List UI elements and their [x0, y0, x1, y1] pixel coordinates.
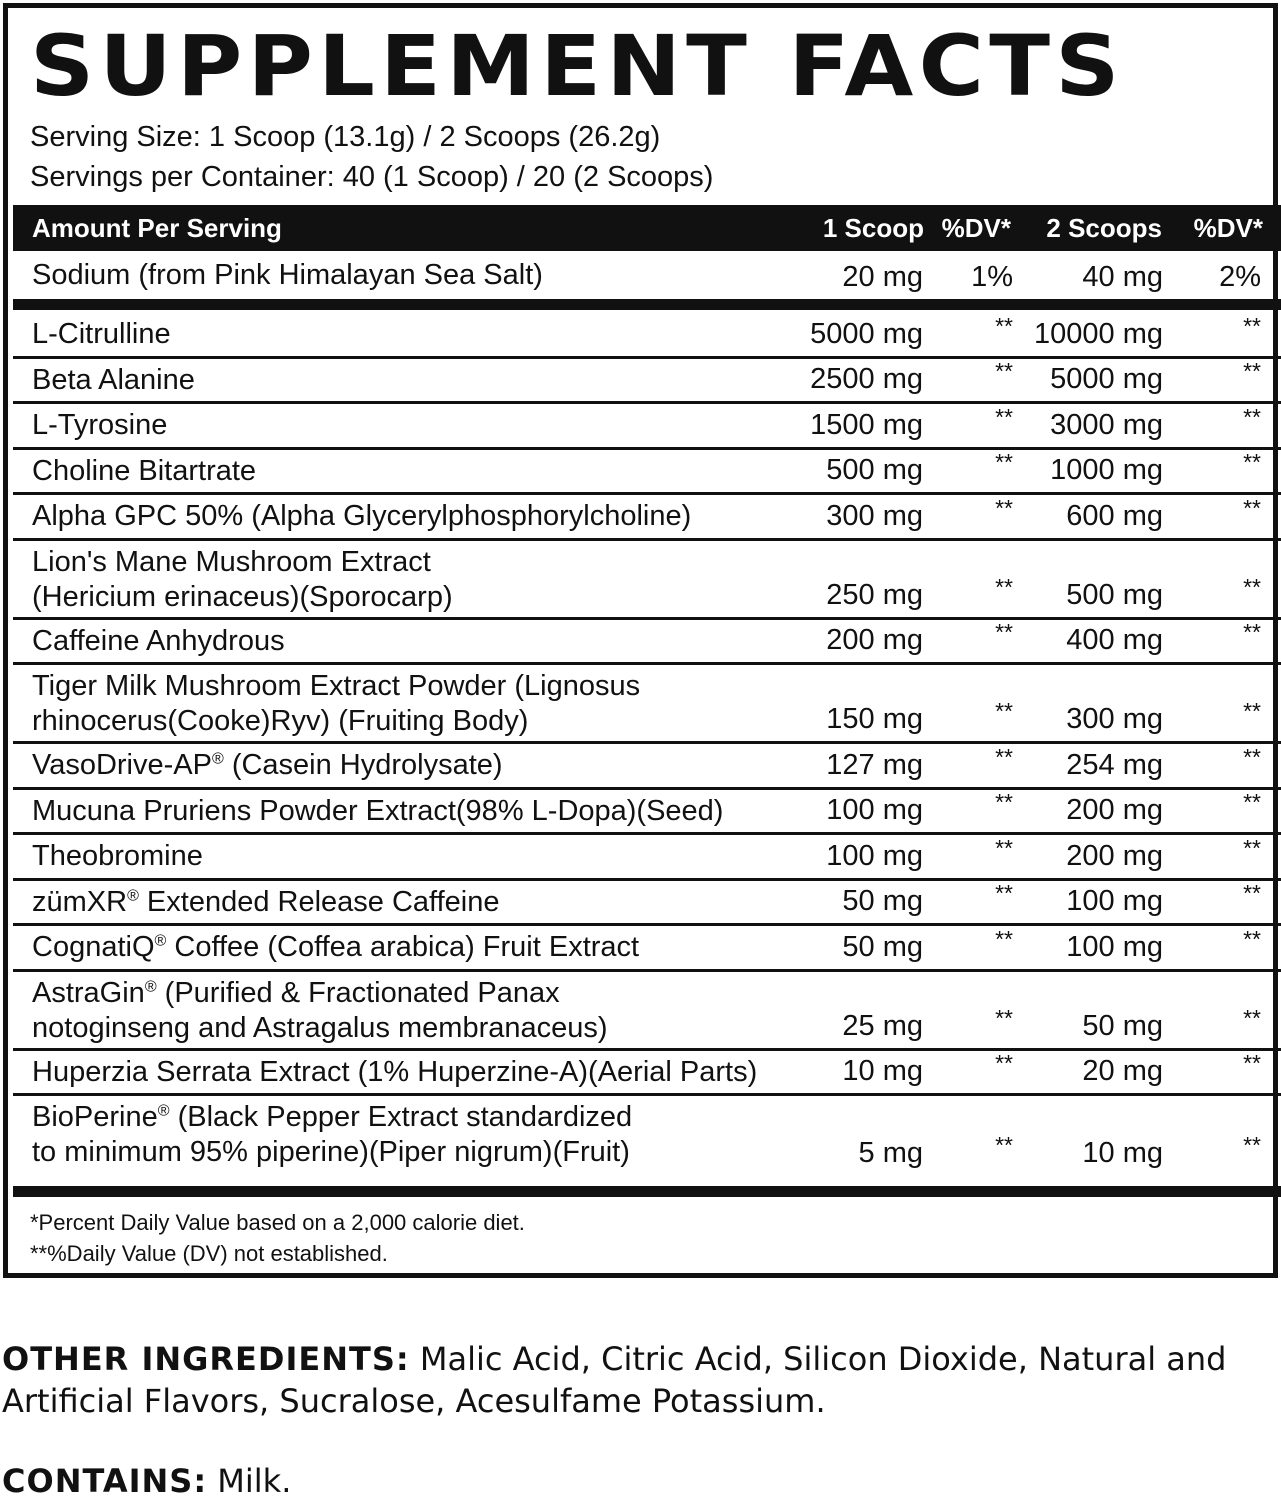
ingredient-name-line2: (Hericium erinaceus)(Sporocarp)	[32, 580, 453, 613]
ingredient-name	[32, 499, 691, 534]
other-ingredients-text: Malic Acid, Citric Acid, Silicon Dioxide, Natural and Artificial Flavors, Sucralose, Acesulfame Potassium.	[2, 1340, 1227, 1420]
ingredient-row	[13, 313, 1281, 359]
header-amount-per-serving: Amount Per Serving	[32, 213, 282, 243]
ingredient-row	[13, 790, 1281, 836]
dv-two-scoops: **	[1243, 619, 1261, 645]
amount-two-scoops: 100 mg	[1066, 930, 1163, 963]
ingredient-name	[32, 363, 195, 398]
dv-two-scoops: **	[1243, 925, 1261, 952]
ingredient-name	[32, 748, 503, 783]
header-one-scoop: 1 Scoop	[822, 213, 924, 243]
dv-two-scoops: **	[1243, 449, 1261, 475]
ingredient-name	[32, 408, 167, 443]
dv-one-scoop: **	[995, 743, 1013, 770]
ingredient-name	[32, 624, 285, 659]
ingredient-name-line1: Choline Bitartrate	[32, 454, 257, 487]
ingredient-name-line1: Tiger Milk Mushroom Extract Powder (Lignosus	[32, 670, 641, 702]
dv-two-scoops: **	[1243, 834, 1261, 861]
amount-one-scoop: 20 mg	[842, 261, 923, 293]
amount-one-scoop: 300 mg	[826, 499, 923, 532]
ingredient-row	[13, 450, 1281, 496]
ingredient-name	[32, 839, 203, 874]
ingredient-row	[13, 404, 1281, 450]
amount-two-scoops: 100 mg	[1066, 885, 1163, 917]
dv-not-established-footnote: **%Daily Value (DV) not established.	[30, 1241, 388, 1266]
column-header-bar	[13, 205, 1281, 251]
amount-two-scoops: 10 mg	[1082, 1137, 1163, 1169]
dv-one-scoop: **	[995, 358, 1013, 384]
amount-one-scoop: 100 mg	[826, 839, 923, 872]
ingredient-name	[32, 794, 723, 829]
dv-one-scoop: **	[995, 449, 1013, 475]
panel-title: SUPPLEMENT FACTS	[30, 17, 1125, 115]
ingredient-name	[32, 317, 171, 352]
ingredient-name-line1: Mucuna Pruriens Powder Extract(98% L-Dopa)(Seed)	[32, 794, 724, 827]
amount-two-scoops: 600 mg	[1066, 499, 1163, 532]
ingredient-row	[13, 1096, 1281, 1175]
ingredient-name-line1: BioPerine® (Black Pepper Extract standardized	[32, 1101, 633, 1133]
ingredient-name	[32, 885, 499, 920]
dv-one-scoop: 1%	[971, 261, 1013, 293]
amount-one-scoop: 200 mg	[826, 624, 923, 656]
dv-two-scoops: **	[1243, 403, 1261, 430]
dv-one-scoop: **	[995, 834, 1013, 861]
header-dv-one: %DV*	[941, 213, 1011, 243]
dv-one-scoop: **	[995, 312, 1013, 339]
sodium-row	[13, 256, 1281, 298]
ingredient-name-line1: zümXR® Extended Release Caffeine	[32, 885, 500, 918]
ingredient-row	[13, 926, 1281, 972]
dv-one-scoop: **	[995, 880, 1013, 906]
ingredient-name-line1: Beta Alanine	[32, 363, 195, 396]
amount-two-scoops: 5000 mg	[1050, 363, 1163, 395]
amount-one-scoop: 50 mg	[842, 885, 923, 917]
contains-label: CONTAINS:	[2, 1462, 208, 1500]
servings-per-container: Servings per Container: 40 (1 Scoop) / 20 (2 Scoops)	[30, 161, 714, 193]
ingredient-row	[13, 541, 1281, 620]
ingredient-name	[32, 454, 256, 489]
contains-text: Milk.	[207, 1462, 292, 1500]
ingredient-name	[32, 1100, 632, 1170]
amount-two-scoops: 3000 mg	[1050, 408, 1163, 441]
amount-two-scoops: 50 mg	[1082, 1009, 1163, 1042]
ingredient-row	[13, 835, 1281, 881]
ingredient-table	[13, 313, 1281, 1175]
amount-one-scoop: 2500 mg	[810, 363, 923, 395]
amount-one-scoop: 150 mg	[826, 703, 923, 735]
amount-two-scoops: 20 mg	[1082, 1055, 1163, 1087]
ingredient-name	[32, 545, 453, 615]
dv-one-scoop: **	[995, 494, 1013, 521]
ingredient-name-line1: Theobromine	[32, 840, 203, 872]
ingredient-name-line1: CognatiQ® Coffee (Coffea arabica) Fruit Extract	[32, 931, 640, 963]
header-dv-two: %DV*	[1193, 213, 1263, 243]
supplement-facts-panel	[3, 3, 1278, 1278]
header-two-scoops: 2 Scoops	[1046, 213, 1162, 243]
dv-one-scoop: **	[995, 573, 1013, 600]
dv-two-scoops: **	[1243, 358, 1261, 384]
ingredient-name-line1: L-Tyrosine	[32, 409, 168, 441]
ingredient-row	[13, 620, 1281, 666]
ingredient-row	[13, 1051, 1281, 1097]
other-ingredients	[2, 1338, 1272, 1422]
ingredient-name-line1: Huperzia Serrata Extract (1% Huperzine-A)(Aerial Parts)	[32, 1055, 758, 1088]
amount-two-scoops: 400 mg	[1066, 624, 1163, 656]
dv-two-scoops: **	[1243, 698, 1261, 724]
amount-two-scoops: 200 mg	[1066, 839, 1163, 872]
dv-one-scoop: **	[995, 1004, 1013, 1031]
amount-two-scoops: 300 mg	[1066, 703, 1163, 735]
ingredient-name-line1: VasoDrive-AP® (Casein Hydrolysate)	[32, 749, 503, 781]
ingredient-row	[13, 881, 1281, 927]
dv-two-scoops: **	[1243, 1050, 1261, 1076]
amount-two-scoops: 200 mg	[1066, 794, 1163, 826]
ingredient-name-line1: Alpha GPC 50% (Alpha Glycerylphosphorylcholine)	[32, 500, 692, 532]
dv-one-scoop: **	[995, 1050, 1013, 1076]
ingredient-name-line1: AstraGin® (Purified & Fractionated Panax	[32, 976, 560, 1009]
amount-one-scoop: 5 mg	[858, 1137, 923, 1169]
dv-two-scoops: **	[1243, 743, 1261, 770]
allergen-statement	[2, 1460, 291, 1500]
amount-one-scoop: 1500 mg	[810, 408, 923, 441]
dv-two-scoops: 2%	[1219, 261, 1261, 293]
amount-one-scoop: 5000 mg	[810, 317, 923, 350]
amount-two-scoops: 254 mg	[1066, 748, 1163, 781]
section-divider	[13, 299, 1281, 310]
amount-two-scoops: 40 mg	[1082, 261, 1163, 293]
ingredient-row	[13, 495, 1281, 541]
ingredient-name	[32, 1055, 757, 1090]
dv-two-scoops: **	[1243, 312, 1261, 339]
amount-one-scoop: 50 mg	[842, 930, 923, 963]
dv-two-scoops: **	[1243, 880, 1261, 906]
other-ingredients-label: OTHER INGREDIENTS:	[2, 1340, 410, 1378]
section-divider	[13, 1186, 1281, 1197]
ingredient-row	[13, 972, 1281, 1051]
dv-one-scoop: **	[995, 789, 1013, 815]
dv-one-scoop: **	[995, 403, 1013, 430]
amount-two-scoops: 10000 mg	[1034, 317, 1163, 350]
amount-two-scoops: 1000 mg	[1050, 454, 1163, 486]
ingredient-row	[13, 665, 1281, 744]
ingredient-name	[32, 976, 608, 1046]
ingredient-name-line1: L-Citrulline	[32, 318, 171, 350]
dv-one-scoop: **	[995, 1132, 1013, 1158]
amount-one-scoop: 10 mg	[842, 1055, 923, 1087]
ingredient-name-line2: rhinocerus(Cooke)Ryv) (Fruiting Body)	[32, 705, 529, 737]
dv-two-scoops: **	[1243, 1132, 1261, 1158]
amount-one-scoop: 127 mg	[826, 748, 923, 781]
ingredient-row	[13, 744, 1281, 790]
ingredient-row	[13, 359, 1281, 405]
ingredient-name	[32, 669, 640, 739]
amount-one-scoop: 100 mg	[826, 794, 923, 826]
dv-one-scoop: **	[995, 925, 1013, 952]
ingredient-name-line2: notoginseng and Astragalus membranaceus)	[32, 1011, 608, 1044]
dv-footnote: *Percent Daily Value based on a 2,000 calorie diet.	[30, 1210, 525, 1235]
ingredient-name	[32, 930, 639, 965]
amount-one-scoop: 25 mg	[842, 1009, 923, 1042]
ingredient-name-line2: to minimum 95% piperine)(Piper nigrum)(Fruit)	[32, 1136, 630, 1168]
amount-one-scoop: 500 mg	[826, 454, 923, 486]
dv-two-scoops: **	[1243, 789, 1261, 815]
dv-two-scoops: **	[1243, 494, 1261, 521]
dv-two-scoops: **	[1243, 1004, 1261, 1031]
amount-two-scoops: 500 mg	[1066, 578, 1163, 611]
dv-one-scoop: **	[995, 619, 1013, 645]
amount-one-scoop: 250 mg	[826, 578, 923, 611]
nutrient-name: Sodium (from Pink Himalayan Sea Salt)	[32, 259, 543, 291]
dv-two-scoops: **	[1243, 573, 1261, 600]
dv-one-scoop: **	[995, 698, 1013, 724]
serving-size: Serving Size: 1 Scoop (13.1g) / 2 Scoops (26.2g)	[30, 121, 661, 153]
ingredient-name-line1: Lion's Mane Mushroom Extract	[32, 545, 431, 578]
ingredient-name-line1: Caffeine Anhydrous	[32, 624, 285, 657]
